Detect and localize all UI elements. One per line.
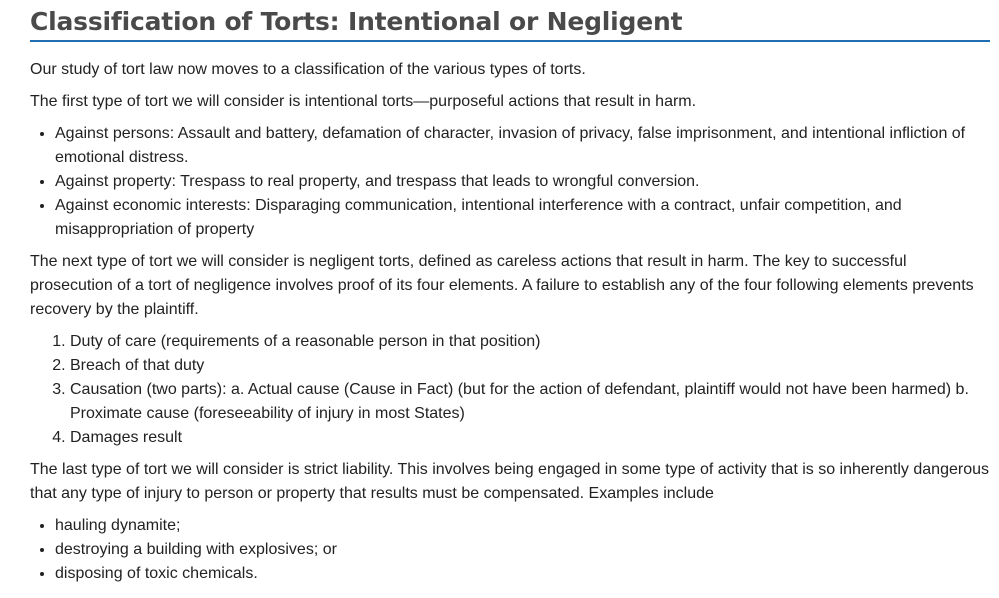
page-title: Classification of Torts: Intentional or Negligent <box>30 4 990 42</box>
list-item: • hauling dynamite; <box>55 514 990 538</box>
strict-liability-examples-list <box>30 514 990 586</box>
list-item: 2. Breach of that duty <box>70 354 990 378</box>
list-item: • Against persons: Assault and battery, defamation of character, invasion of privacy, false imprisonment, and intentional infliction of emotional distress. <box>55 122 990 170</box>
list-item: 1. Duty of care (requirements of a reasonable person in that position) <box>70 330 990 354</box>
list-item: • Against property: Trespass to real property, and trespass that leads to wrongful conversion. <box>55 170 990 194</box>
list-item: 3. Causation (two parts): a. Actual cause (Cause in Fact) (but for the action of defendant, plaintiff would not have been harmed) b. Proximate cause (foreseeability of injury in most States) <box>70 378 990 426</box>
list-item: • Against economic interests: Disparaging communication, intentional interference with a contract, unfair competition, and misappropriation of property <box>55 194 990 242</box>
intentional-torts-paragraph: The first type of tort we will consider is intentional torts—purposeful actions that result in harm. <box>30 93 697 110</box>
list-item: • destroying a building with explosives; or <box>55 538 990 562</box>
negligent-torts-paragraph: The next type of tort we will consider is negligent torts, defined as careless actions that result in harm. The key to successful prosecution of a tort of negligence involves proof of its four elements. A failure to establish any of the four following elements prevents recovery by the plaintiff. <box>30 253 974 318</box>
intentional-torts-list <box>30 122 990 242</box>
list-item: 4. Damages result <box>70 426 990 450</box>
list-item: • disposing of toxic chemicals. <box>55 562 990 586</box>
negligence-elements-list <box>30 330 990 450</box>
intro-paragraph: Our study of tort law now moves to a classification of the various types of torts. <box>30 61 586 78</box>
strict-liability-paragraph: The last type of tort we will consider is strict liability. This involves being engaged in some type of activity that is so inherently dangerous that any type of injury to person or property that results must be compensated. Examples include <box>30 461 989 502</box>
